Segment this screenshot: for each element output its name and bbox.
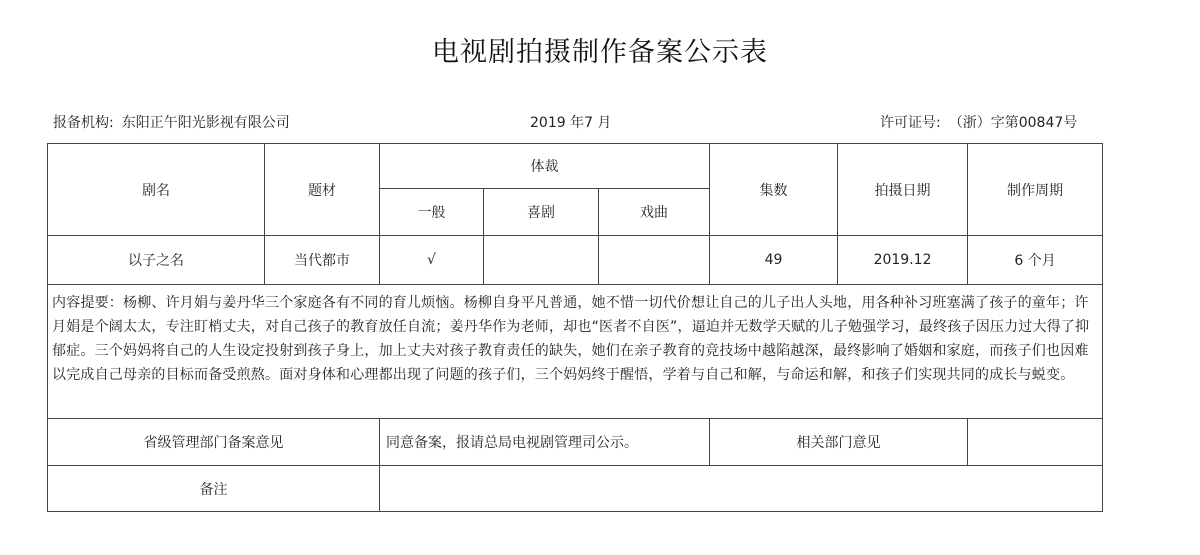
cell-subject: 当代都市 xyxy=(265,236,380,285)
header-genre-general: 一般 xyxy=(380,189,484,236)
remarks-value xyxy=(380,466,1103,512)
related-dept-value xyxy=(968,419,1103,466)
header-production-period: 制作周期 xyxy=(968,144,1103,236)
permit-number-value: （浙）字第00847号 xyxy=(948,115,1078,131)
filing-organization xyxy=(53,112,290,132)
filing-organization-value: 东阳正午阳光影视有限公司 xyxy=(121,115,290,131)
opinion-row xyxy=(48,419,1103,466)
header-genre-opera: 戏曲 xyxy=(599,189,710,236)
cell-genre-comedy xyxy=(484,236,599,285)
header-episodes: 集数 xyxy=(710,144,838,236)
cell-genre-general: √ xyxy=(380,236,484,285)
cell-episodes: 49 xyxy=(710,236,838,285)
provincial-opinion-label: 省级管理部门备案意见 xyxy=(48,419,380,466)
header-genre: 体裁 xyxy=(380,144,710,189)
header-row-1 xyxy=(48,144,1103,189)
header-subject: 题材 xyxy=(265,144,380,236)
filing-table xyxy=(47,143,1103,512)
synopsis-text: 内容提要：杨柳、许月娟与姜丹华三个家庭各有不同的育儿烦恼。杨柳自身平凡普通，她不惜一切代价想让自己的儿子出人头地，用各种补习班塞满了孩子的童年；许月娟是个阔太太，专注盯梢丈夫，对自己孩子的教育放任自流；姜丹华作为老师，却也“医者不自医”，逼迫并无数学天赋的儿子勉强学习，最终孩子因压力过大得了抑郁症。三个妈妈将自己的人生设定投射到孩子身上，加上丈夫对孩子教育责任的缺失，她们在亲子教育的竞技场中越陷越深，最终影响了婚姻和家庭，而孩子们也因难以完成自己母亲的目标而备受煎熬。面对身体和心理都出现了问题的孩子们，三个妈妈终于醒悟，学着与自己和解，与命运和解，和孩子们实现共同的成长与蜕变。 xyxy=(48,285,1103,419)
remarks-row xyxy=(48,466,1103,512)
cell-name: 以子之名 xyxy=(48,236,265,285)
permit-number xyxy=(880,112,1077,132)
synopsis-row xyxy=(48,285,1103,419)
permit-number-label: 许可证号: xyxy=(880,115,941,131)
page-title: 电视剧拍摄制作备案公示表 xyxy=(432,37,768,68)
cell-genre-opera xyxy=(599,236,710,285)
related-dept-label: 相关部门意见 xyxy=(710,419,968,466)
filing-date: 2019 年7 月 xyxy=(530,115,612,131)
remarks-label: 备注 xyxy=(48,466,380,512)
header-genre-comedy: 喜剧 xyxy=(484,189,599,236)
cell-production-period: 6 个月 xyxy=(968,236,1103,285)
cell-shoot-date: 2019.12 xyxy=(838,236,968,285)
provincial-opinion-value: 同意备案，报请总局电视剧管理司公示。 xyxy=(380,419,710,466)
header-name: 剧名 xyxy=(48,144,265,236)
data-row xyxy=(48,236,1103,285)
filing-organization-label: 报备机构: xyxy=(53,115,114,131)
header-shoot-date: 拍摄日期 xyxy=(838,144,968,236)
